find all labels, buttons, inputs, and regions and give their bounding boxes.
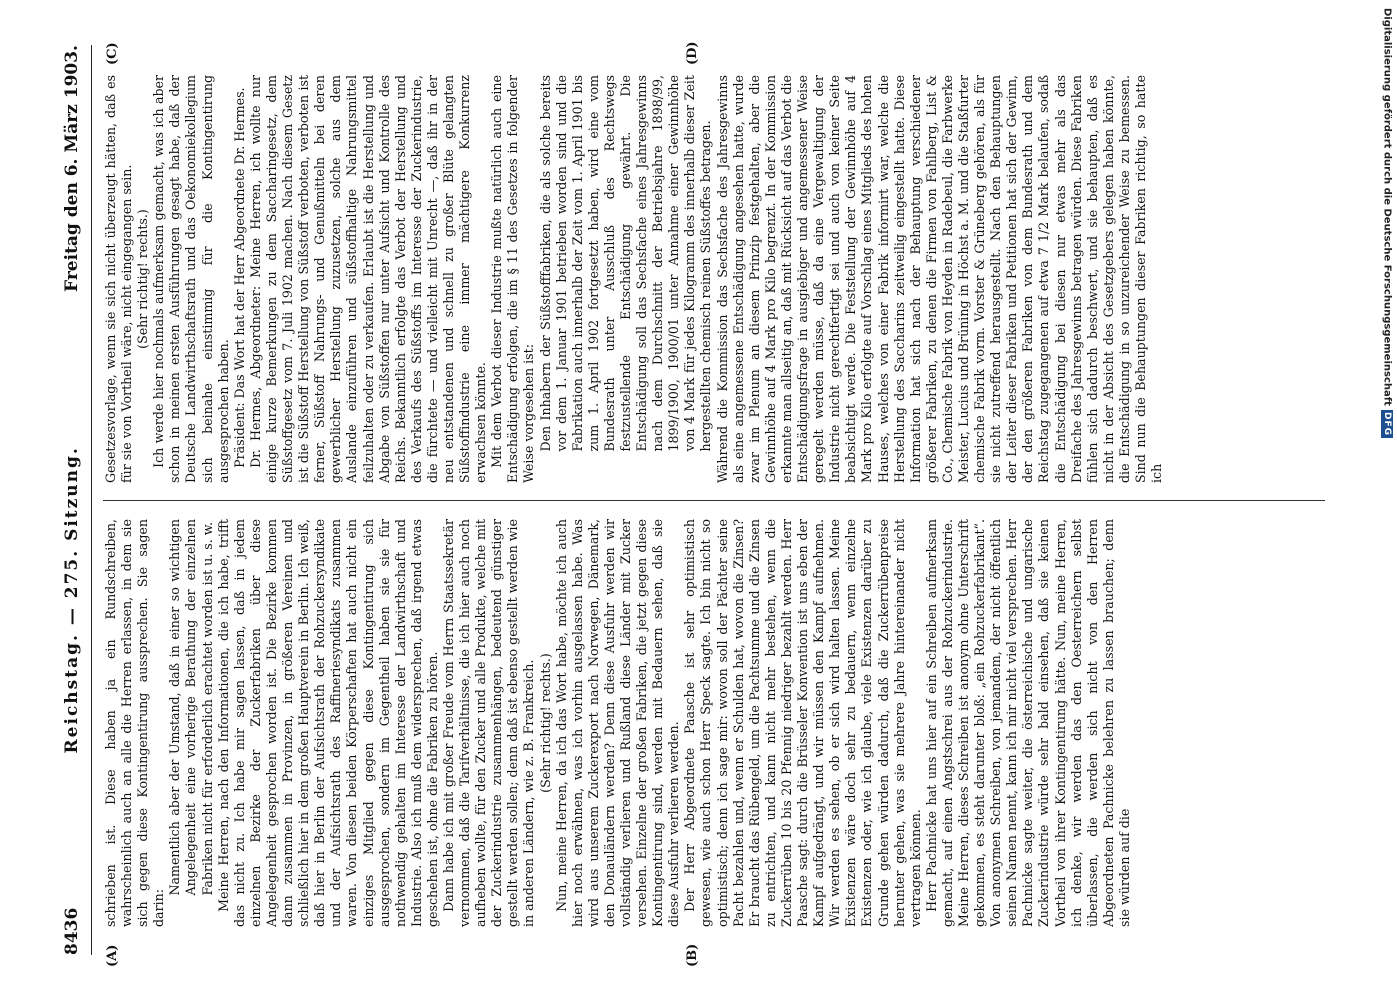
header-rule [91, 45, 92, 955]
left-column-paragraph: (Sehr richtig! rechts.) [537, 653, 553, 793]
left-column [103, 519, 1327, 927]
running-header [55, 45, 89, 955]
right-column [103, 75, 1327, 483]
right-column-paragraph: Den Inhabern der Süßstofffabriken, die als solche bereits vor dem 1. Januar 1901 betrieben worden sind und die Fabrikation auch innerhalb der Zeit vom 1. April 1901 bis zum 1. April 1902 fortgesetzt haben, wird eine vom Bundesrath unter Ausschluß des Rechtswegs festzustellende Entschädigung gewährt. Die Entschädigung soll das Sechsfache eines Jahresgewinns nach dem Durchschnitt der Betriebsjahre 1898/99, 1899/1900, 1900/01 unter Annahme einer Gewinnhöhe von 4 Mark für jedes Kilogramm des innerhalb dieser Zeit hergestellten chemisch reinen Süßstoffes betragen. [537, 75, 714, 452]
left-column-paragraph: Dann habe ich mit großer Freude vom Herrn Staatssekretär vernommen, daß die Tarifverhältnisse, die ich hier auch noch aufheben wollte, für den Zucker und alle Produkte, welche mit der Zuckerindustrie zusammenhängen, bedeutend günstiger gestellt werden sollen; denn daß ist ebenso gestellt werden wie in anderen Ländern, wie z. B. Frankreich. [440, 519, 537, 927]
credit-text: Digitalisierung gefördert durch die Deutsche Forschungsgemeinschaft [1381, 8, 1393, 406]
left-column-paragraph: Nun, meine Herren, da ich das Wort habe, möchte ich auch hier noch erwähnen, was ich vorhin ausgelassen habe. Was wird aus unserem Zuckerexport nach Norwegen, Dänemark, den Donauländern werden? Denn diese Ausfuhr werden wir vollständig verlieren und Rußland diese Länder mit Zucker versehen. Einzelne der großen Fabriken, die jetzt gegen diese Kontingentirung sind, werden mit Bedauern sehen, daß sie diese Ausfuhr verlieren werden. [553, 519, 682, 927]
left-column-paragraph: Namentlich aber der Umstand, daß in einer so wichtigen Angelegenheit eine vorherige Berathung der einzelnen Fabriken nicht für erforderlich erachtet worden ist u. s. w. [167, 519, 215, 896]
page-number: 8436 [62, 907, 82, 955]
session-title: Reichstag. — 275. Sitzung. [62, 446, 82, 754]
dfg-logo: DFG [1382, 411, 1392, 436]
right-column-paragraph: Ich werde hier nochmals aufmerksam gemacht, was ich aber schon in meinen ersten Ausführungen gesagt habe, daß der Deutsche Landwirthschaftsrath und das Oekonomiekollegium sich beinahe einstimmig für die Kontingentirung ausgesprochen haben. [151, 75, 231, 483]
right-column-paragraph: Während die Kommission das Sechsfache des Jahresgewinns als eine angemessene Entschädigung angesehen hatte, wurde zwar im Plenum an diesem Prinzip festgehalten, aber die Gewinnhöhe auf 4 Mark pro Kilo begrenzt. In der Kommission erkannte man allseitig an, daß mit Rücksicht auf das Verbot die Entschädigungsfrage in ausgiebiger und angemessener Weise geregelt werden müsse, daß da eine Vergewaltigung der Industrie nicht gerechtfertigt sei und auch von keiner Seite beabsichtigt werde. Die Feststellung der Gewinnhöhe auf 4 Mark pro Kilo erfolgte auf Vorschlag eines Mitglieds des hohen Hauses, welches von einer Fabrik informirt war, welche die Herstellung des Saccharins zeitweilig eingestellt hatte. Diese Information hat sich nach der Behauptung verschiedener größerer Fabriken, zu denen die Firmen von Fahlberg, List & Co., Chemische Fabrik von Heyden in Radebeul, die Farbwerke Meister, Lucius und Brüning in Höchst a. M. und die Staßfurter chemische Fabrik vorm. Vorster & Grüneberg gehören, als für sie nicht zutreffend herausgestellt. Nach den Behauptungen der Leiter dieser Fabriken und Petitionen hat sich der Gewinn, der den größeren Fabriken von dem Bundesrath und dem Reichstag zugegangenen auf etwa 7 1/2 Mark belaufen, sodaß die Entschädigung bei diesen nur etwas mehr als das Dreifache des Jahresgewinns betragen würden. Diese Fabriken fühlen sich dadurch beschwert, und sie behaupten, daß es nicht in der Absicht des Gesetzgebers gelegen haben könnte, die Entschädigung in so unzureichender Weise zu bemessen. Sind nun die Behauptungen dieser Fabriken richtig, so hatte ich [714, 75, 1165, 483]
left-column-paragraph: schrieben ist. Diese haben ja ein Rundschreiben, wahrscheinlich auch an alle die Herren erlassen, in dem sie sich gegen diese Kontingentirung aussprechen. Sie sagen darin: [103, 519, 167, 927]
margin-marker-b: (B) [685, 943, 700, 967]
session-date: Freitag den 6. März 1903. [62, 45, 82, 292]
right-column-paragraph: (Sehr richtig! rechts.) [135, 209, 151, 349]
left-column-paragraph: Meine Herren, nach den Informationen, die ich habe, trifft das nicht zu. Ich habe mir sagen lassen, daß in jedem einzelnen Bezirke der Zuckerfabriken über diese Angelegenheit gesprochen worden ist. Die Bezirke kommen dann zusammen in Provinzen, in größeren Vereinen und schließlich hier in dem großen Hauptverein in Berlin. Ich weiß, daß hier in Berlin der Aufsichtsrath der Rohzuckersyndikate und der Aufsichtsrath des Raffineriesyndikats zusammen waren. Von diesen beiden Körperschaften hat auch nicht ein einziges Mitglied gegen diese Kontingentirung sich ausgesprochen, sondern im Gegentheil haben sie sie für nothwendig gehalten im Interesse der Landwirthschaft und Industrie. Also ich muß dem widersprechen, daß irgend etwas geschehen ist, ohne die Fabriken zu hören. [215, 519, 440, 927]
left-column-paragraph: Herr Pachnicke hat uns hier auf ein Schreiben aufmerksam gemacht, auf einen Angstschrei aus der Rohzuckerindustrie. Meine Herren, dieses Schreiben ist anonym ohne Unterschrift gekommen, es steht darunter bloß: „ein Rohzuckerfabrikant“. Von anonymen Schreiben, von jemandem, der nicht öffentlich seinen Namen nennt, kann ich mir nicht viel versprechen. Herr Pachnicke sagte weiter, die österreichische und ungarische Zuckerindustrie würde sehr bald einsehen, daß sie keinen Vortheil von ihrer Kontingentirung hätte. Nun, meine Herren, ich denke, wir werden das den Oesterreichern selbst überlassen, die werden sich nicht von den Herren Abgeordneten Pachnicke belehren zu lassen brauchen; denn sie würden auf die [923, 519, 1132, 927]
right-column-paragraph: Präsident: Das Wort hat der Herr Abgeordnete Dr. Hermes. [231, 87, 247, 468]
margin-marker-a: (A) [105, 944, 120, 967]
margin-marker-d: (D) [685, 41, 700, 65]
margin-marker-c: (C) [105, 42, 120, 65]
column-divider [103, 500, 1325, 501]
digitization-credit [1381, 8, 1393, 438]
right-column-paragraph: Dr. Hermes, Abgeordneter: Meine Herren, ich wollte nur einige kurze Bemerkungen zu dem Saccharingesetz, dem Süßstoffgesetz vom 7. Juli 1902 machen. Nach diesem Gesetz ist die Süßstoff Herstellung von Süßstoff verboten, verboten ist ferner, Süßstoff Nahrungs- und Genußmitteln bei deren gewerblicher Herstellung zuzusetzen, solche aus dem Auslande einzuführen und süßstoffhaltige Nahrungsmittel feilzuhalten oder zu verkaufen. Erlaubt ist die Herstellung und Abgabe von Süßstoffen nur unter Aufsicht und Kontrolle des Reichs. Bekanntlich erfolgte das Verbot der Herstellung und des Verkaufs des Süßstoffs im Interesse der Zuckerindustrie, die fürchtete — und vielleicht mit Unrecht —, daß ihr in der neu entstandenen und schnell zu großer Blüte gelangten Süßstoffindustrie eine immer mächtigere Konkurrenz erwachsen könnte. [247, 75, 489, 483]
right-column-paragraph: Mit dem Verbot dieser Industrie mußte natürlich auch eine Entschädigung erfolgen, die im § 11 des Gesetzes in folgender Weise vorgesehen ist: [489, 75, 537, 483]
right-column-paragraph: Gesetzesvorlage, wenn sie sich nicht überzeugt hätten, daß es für sie von Vortheil wäre, nicht eingegangen sein. [103, 75, 135, 483]
left-column-paragraph: Der Herr Abgeordnete Paasche ist sehr optimistisch gewesen, wie auch schon Herr Speck sagte. Ich bin nicht so optimistisch; denn ich sage mir: wovon soll der Pächter seine Pacht bezahlen und, wenn er Schulden hat, wovon die Zinsen? Er braucht das Rübengeld, um die Pachtsumme und die Zinsen zu entrichten, und kann nicht mehr bestehen, wenn die Zuckerrüben 10 bis 20 Pfennig niedriger bezahlt werden. Herr Paasche sagt: durch die Brüsseler Konvention ist uns eben der Kampf aufgedrängt, und wir müssen den Kampf aufnehmen. Wir werden es sehen, ob er sich wird halten lassen. Meine Existenzen wäre doch sehr zu bedauern, wenn einzelne Existenzen oder, wie ich glaube, viele Existenzen darüber zu Grunde gehen würden dadurch, daß die Zuckerrübenpreise herunter gehen, was sie mehrere Jahre hintereinander nicht vertragen können. [682, 519, 923, 927]
rotated-page [45, 25, 1335, 975]
